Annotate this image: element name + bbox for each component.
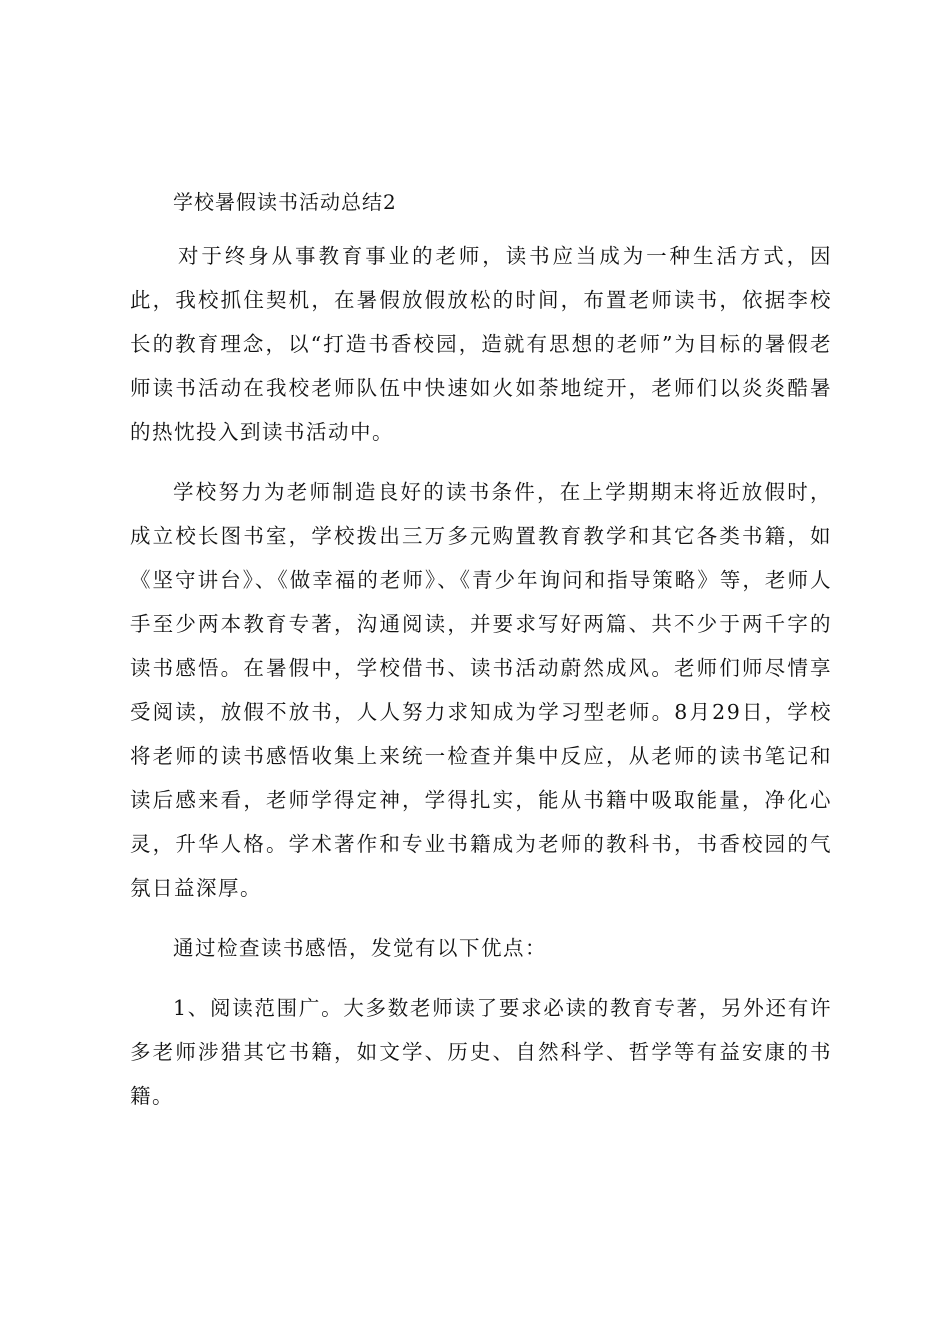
paragraph-4: 1、阅读范围广。大多数老师读了要求必读的教育专著，另外还有许多老师涉猎其它书籍，如文学、历史、自然科学、哲学等有益安康的书籍。	[130, 996, 832, 1108]
document-body	[130, 188, 832, 1134]
paragraph-2: 学校努力为老师制造良好的读书条件，在上学期期末将近放假时，成立校长图书室，学校拨出三万多元购置教育教学和其它各类书籍，如《坚守讲台》、《做幸福的老师》、《青少年询问和指导策略》等，老师人手至少两本教育专著，沟通阅读，并要求写好两篇、共不少于两千字的读书感悟。在暑假中，学校借书、读书活动蔚然成风。老师们师尽情享受阅读，放假不放书，人人努力求知成为学习型老师。8月29日，学校将老师的读书感悟收集上来统一检查并集中反应，从老师的读书笔记和读后感来看，老师学得定神，学得扎实，能从书籍中吸取能量，净化心灵，升华人格。学术著作和专业书籍成为老师的教科书，书香校园的气氛日益深厚。	[130, 480, 832, 900]
paragraph-3: 通过检查读书感悟，发觉有以下优点：	[173, 936, 547, 960]
paragraph-1: 对于终身从事教育事业的老师，读书应当成为一种生活方式，因此，我校抓住契机，在暑假放假放松的时间，布置老师读书，依据李校长的教育理念，以“打造书香校园，造就有思想的老师”为目标的暑假老师读书活动在我校老师队伍中快速如火如荼地绽开，老师们以炎炎酷暑的热忱投入到读书活动中。	[130, 244, 832, 444]
document-title: 学校暑假读书活动总结2	[173, 190, 397, 214]
